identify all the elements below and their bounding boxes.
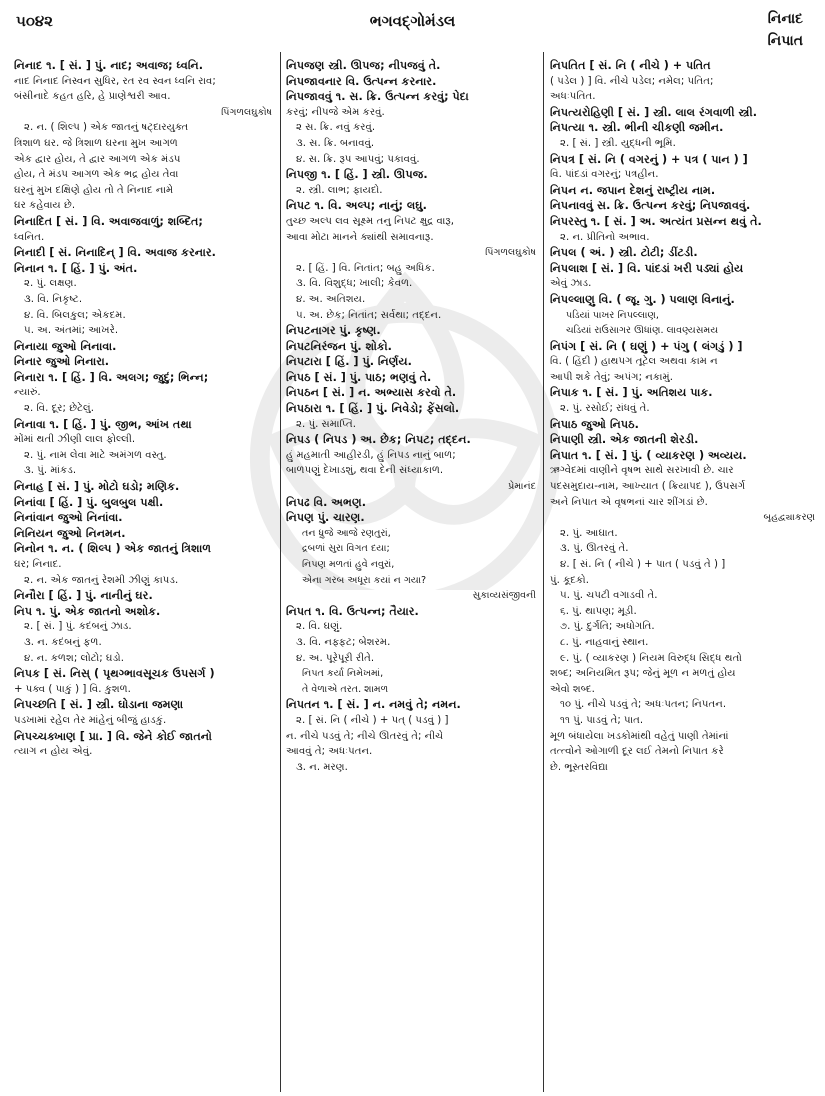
entry-headword-line: નિપલ ( અં. ) સ્ત્રી. ટોટી; ડીંટડી. [550, 246, 698, 260]
entry-headword-line: નિપડ ( નિપડ ) અ. છેક; નિપટ; તદ્દન. [286, 433, 471, 447]
entry-headword-line: નિપાણી સ્ત્રી. એક જાતની શેરડી. [550, 433, 699, 447]
entry-text-line: પડખામાં રહેલ તેર માંહેનું બીજું હાડકું. [14, 714, 167, 726]
page-header [0, 0, 825, 52]
entry-text-line: નાદ નિનાદ નિસ્વન સુધિર, રત રવ સ્વન ધ્વનિ રાવ; [14, 75, 216, 87]
entry-text-line: પદસમુદાય-નામ, આખ્યાત ( ક્રિયાપદ ), ઉપસર્ગ [550, 481, 746, 493]
entry-text-line: ત્રિશાળ ઘર. જે ત્રિશાળ ઘરના મુખ આગળ [14, 137, 178, 149]
column-divider-1 [280, 52, 281, 1092]
entry-text-line: આવા મોટા માનને ક્યાંથી સમાવનારૂ. [286, 231, 434, 243]
entry-text-line: ( પડેલ ) ] વિ. નીચે પડેલ; નમેલ; પતિત; [550, 75, 714, 87]
entry-text-line: એના ગરબ અધૂરા કયાં ન ગયા? [302, 574, 427, 586]
entry-text-line: ૨. વિ. દૂર; છેટેલું. [24, 403, 94, 415]
entry-text-line: ૩. વિ. નફ્ફટ; બેશરમ. [296, 636, 391, 648]
entry-text-line: ૨. પું. રસોઈ; રાંધવું તે. [560, 403, 650, 415]
entry-text-line: ૨. પું. નામ લેવા માટે અમંગળ વસ્તુ. [24, 449, 167, 461]
entry-headword-line: નિનાયા જુઓ નિનાવા. [14, 339, 117, 353]
entry-text-line: ૨. ન. એક જાતનું રેશમી ઝીણું કાપડ. [24, 574, 179, 586]
entry-text-line: ૨ સ. ક્રિ. નવું કરવું. [296, 122, 376, 134]
entry-text-line: ૧૦ પું. નીચે પડવું તે; અધઃપતન; નિપતન. [560, 699, 727, 711]
entry-text-line: ૩. વિ. નિકૃષ્ટ. [24, 293, 83, 305]
entry-text-line: ૯. પું. ( વ્યાકરણ ) નિયમ વિરુદ્ધ સિદ્ધ થતો [560, 652, 742, 664]
entry-text-line: કરવું; નીપજે એમ કરવું. [286, 106, 385, 118]
entry-headword-line: નિપરસ્તુ ૧. [ સં. ] અ. અત્યંત પ્રસન્ન થવું તે. [550, 214, 762, 228]
entry-text-line: ૪. અ. અતિશય. [296, 293, 366, 305]
entry-headword-line: નિપટનિરંજન પું. શોકો. [286, 339, 392, 353]
entry-headword-line: નિનાહ [ સં. ] પું. મોટો ઘડો; મણિક. [14, 480, 180, 494]
entry-text-line: ૨. વિ. ઘણું. [296, 621, 343, 633]
entry-text-line: ૬. પું. થાપણ; મૂડી. [560, 605, 637, 617]
entry-text-line: ધ્વનિત. [14, 231, 45, 243]
entry-text-line: ઘર કહેવાય છે. [14, 200, 76, 212]
entry-text-line: પું. કૂદકો. [550, 574, 589, 586]
entry-text-line: ૩. ન. મરણ. [296, 761, 348, 773]
entry-text-line: ૫. અ. છેક; નિતાંત; સર્વથા; તદ્દન. [296, 309, 442, 321]
entry-text-line: ૭. પું. દુર્ગતિ; અધોગતિ. [560, 621, 655, 633]
entry-headword-line: નિનાંવાન જુઓ નિનાંવા. [14, 511, 123, 525]
entry-text-line: ૩. ન. કદંબનું ફળ. [24, 636, 102, 648]
entry-text-line: ૩. પું. માંકડ. [24, 465, 77, 477]
entry-text-line: શબ્દ; અનિયમિત રૂપ; જેનું મૂળ ન મળતું હોય [550, 668, 736, 680]
entry-headword-line: નિપઠારા ૧. [ હિં. ] પું. નિવેડો; ફેંસલો. [286, 402, 460, 416]
entry-text-line: તે વેળાએ તરત. શામળ [302, 683, 389, 695]
entry-headword-line: નિપજણ સ્ત્રી. ઊપજ; નીપજવું તે. [286, 59, 441, 72]
entry-headword-line: નિપાક ૧. [ સં. ] પું. અતિશય પાક. [550, 386, 713, 400]
entry-headword-line: નિપત્યા ૧. સ્ત્રી. ભીની ચીકણી જમીન. [550, 121, 724, 135]
entry-headword-line: નિનાદી [ સં. નિનાદિન્ ] વિ. અવાજ કરનાર. [14, 246, 216, 260]
entry-headword-line: નિપણ પું. ચારણ. [286, 511, 365, 525]
entry-text-line: ઋગ્વેદમાં વાણીને વૃષભ સાથે સરખાવી છે. ચાર [550, 465, 734, 477]
citation-source: પ્રેમાનંદ [508, 481, 536, 493]
entry-headword-line: નિપત ૧. વિ. ઉત્પન્ન; તૈયાર. [286, 604, 419, 618]
entry-text-line: ચડિયાં રાઉસાગર ઊધાંણ. લાવણ્યસમય [566, 325, 719, 337]
entry-headword-line: નિનાંવા [ હિં. ] પું. બુલબુલ પક્ષી. [14, 495, 164, 509]
entry-text-line: નિપત કર્યા નિમેખમાં, [302, 668, 384, 680]
entry-text-line: તન ધ્રુજે આજે રણતુરાં, [302, 527, 391, 539]
entry-headword-line: નિપ ૧. પું. એક જાતનો અશોક. [14, 604, 161, 618]
entry-text-line: ત્યાગ ન હોય એવું. [14, 746, 93, 758]
entry-text-line: ૪. અ. પૂરેપૂરી રીતે. [296, 652, 375, 664]
entry-text-line: અને નિપાત એ વૃષભનાં ચાર શીંગડાં છે. [550, 496, 708, 508]
entry-text-line: ૩. સ. ક્રિ. બનાવવું. [296, 137, 375, 149]
entry-text-line: અધઃપતિત. [550, 91, 596, 103]
entry-headword-line: નિનાર જુઓ નિનારા. [14, 355, 110, 369]
entry-headword-line: નિપાઠ જુઓ નિપઠ. [550, 417, 639, 431]
entry-text-line: ૪. [ સં. નિ ( નીચે ) + પાત ( પડવું તે ) ] [560, 559, 726, 570]
entry-text-line: ૫. પું. ચપટી વગાડવી તે. [560, 590, 658, 602]
entry-headword-line: નિપજાવનાર વિ. ઉત્પન્ન કરનાર. [286, 74, 437, 88]
entry-text-line: વિ. પાંદડાં વગરનું; પત્રહીન. [550, 169, 659, 181]
entry-text-line: ૨. [ સં. ] સ્ત્રી. યુદ્ધની ભૂમિ. [560, 137, 676, 149]
column-2 [286, 58, 536, 775]
entry-headword-line: નિપચ્છતિ [ સં. ] સ્ત્રી. ઘોડાના જમણા [14, 698, 184, 712]
entry-headword-line: નિનોન ૧. ન. ( શિલ્પ ) એક જાતનું ત્રિશાળ [14, 542, 212, 556]
entry-text-line: ૪. વિ. બિલકુલ; એકદમ. [24, 309, 126, 321]
entry-text-line: ઘરનું મુખ દક્ષિણે હોય તો તે નિનાદ નામે [14, 184, 174, 196]
column-3 [550, 58, 815, 775]
entry-headword-line: નિપનાવવું સ. ક્રિ. ઉત્પન્ન કરવું; નિપજાવવું. [550, 199, 751, 213]
entry-text-line: આવવું તે; અધઃપતન. [286, 746, 373, 758]
entry-text-line: ૨. [ હિં. ] વિ. નિતાંત; બહુ અધિક. [296, 262, 435, 274]
entry-text-line: વિ. ( હિંદી ) હાથપગ તૂટેલ અથવા કામ ન [550, 356, 718, 368]
column-1 [14, 58, 272, 760]
entry-text-line: એવું ઝાડ. [550, 278, 592, 290]
entry-text-line: હોય, તે મંડપ આગળ એક ભદ્ર હોય તેવા [14, 169, 179, 181]
entry-headword-line: નિપઠન [ સં. ] ન. અભ્યાસ કરવો તે. [286, 386, 457, 400]
entry-text-line: તત્ત્વોને ઓગાળી દૂર લઈ તેમનો નિપાત કરે [550, 746, 724, 758]
citation-source: સુકાવ્યસંજીવની [472, 590, 536, 602]
entry-text-line: ૨. પું. આઘાત. [560, 527, 618, 539]
citation-source: બૃહદ્વ્યાકરણ [763, 512, 815, 524]
guide-word-first: નિનાદ [767, 11, 803, 27]
entry-text-line: ૨. પું. લક્ષણ. [24, 278, 77, 290]
entry-headword-line: નિનાદિત [ સં. ] વિ. અવાજવાળું; શબ્દિત; [14, 214, 203, 228]
entry-headword-line: નિપક [ સં. નિસ્ ( પૃથગ્ભાવસૂચક ઉપસર્ગ ) [14, 667, 215, 681]
entry-headword-line: નિપઠ [ સં. ] પું. પાઠ; ભણવું તે. [286, 370, 432, 384]
entry-text-line: ૪. સ. ક્રિ. રૂપ આપવું; પકાવવું. [296, 153, 420, 165]
entry-headword-line: નિનાવા ૧. [ હિં. ] પું. જીભ, આંખ તથા [14, 417, 192, 431]
book-title: ભગવદ્ગોમંડલ [369, 12, 456, 30]
entry-text-line: હું મહમાતી આહીરડી, હું નિપડ નાનું બાળ; [286, 449, 456, 461]
entry-headword-line: નિપલ્લાણુ વિ. ( જૂ. ગુ. ) પલાણ વિનાનું. [550, 292, 735, 306]
entry-headword-line: નિનિયન જુઓ નિનમન. [14, 526, 126, 540]
guide-word-last: નિપાત [767, 33, 803, 49]
entry-text-line: ૮. પું. નાહવાનું સ્થાન. [560, 636, 649, 648]
entry-text-line: ન્યારું. [14, 387, 41, 399]
entry-headword-line: નિપતિત [ સં. નિ ( નીચે ) + પતિત [550, 59, 711, 72]
entry-headword-line: નિપલાશ [ સં. ] વિ. પાંદડાં ખરી પડ્યાં હોય [550, 261, 744, 275]
entry-headword-line: નિપચ્ચક્ખાણ [ પ્રા. ] વિ. જેને કોઈ જાતનો [14, 729, 212, 743]
entry-text-line: તુચ્છ અલ્પ લવ સૂક્ષ્મ તનુ નિપટ ક્ષુદ્ર વારૂ, [286, 215, 455, 227]
citation-source: પિંગળલઘુકોષ [221, 106, 272, 118]
entry-headword-line: નિપત્ર [ સં. નિ ( વગરનું ) + પત્ર ( પાન ) ] [550, 152, 748, 166]
entry-text-line: નિપણ મળતાં હુવે નવુરાં, [302, 559, 395, 570]
entry-text-line: દ્રબળાં સુરા વિગત દયા; [302, 543, 390, 555]
entry-text-line: ૩. પું. ઊતરવું તે. [560, 543, 629, 555]
entry-text-line: આપી શકે તેવું; અપંગ; નકામું. [550, 371, 673, 383]
entry-headword-line: નિનારા ૧. [ હિં. ] વિ. અલગ; જુદું; ભિન્ન; [14, 370, 209, 384]
entry-text-line: બંસીનાદે કહત હરિ, હે પ્રાણેશ્વરી આવ. [14, 91, 171, 103]
entry-headword-line: નિપઢ વિ. અભણ. [286, 495, 366, 509]
entry-text-line: ૫. અ. અંતમાં; આખરે. [24, 325, 119, 337]
entry-text-line: ૪. ન. કળશ; લોટો; ઘડો. [24, 652, 124, 664]
entry-text-line: ૨. પું. સમાપ્તિ. [296, 418, 357, 430]
entry-text-line: + પક્વ ( પાકું ) ] વિ. કુશળ. [14, 683, 131, 695]
entry-text-line: બાળપણું દેખાડશું, થવા દેની સંધ્યાકાળ. [286, 465, 444, 477]
entry-text-line: ૨. [ સં. ] પું. કદંબનું ઝાડ. [24, 621, 132, 633]
entry-headword-line: નિપટ ૧. વિ. અલ્પ; નાનું; લઘુ. [286, 199, 427, 213]
entry-headword-line: નિપજી ૧. [ હિં. ] સ્ત્રી. ઊપજ. [286, 168, 428, 182]
entry-headword-line: નિપટનાગર પું. કૃષ્ણ. [286, 324, 381, 338]
entry-text-line: ૧૧ પું. પાડવું તે; પાત. [560, 714, 644, 726]
entry-text-line: ન. નીચે પડવું તે; નીચે ઊતરવું તે; નીચે [286, 730, 444, 742]
entry-headword-line: નિપાત ૧. [ સં. ] પું. ( વ્યાકરણ ) અવ્યય. [550, 448, 747, 462]
entry-headword-line: નિનૌરા [ હિં. ] પું. નાનીનું ઘર. [14, 589, 153, 603]
entry-text-line: પડિયાં પાખર નિપલ્લાણ, [566, 309, 659, 321]
entry-text-line: ૨. [ સં. નિ ( નીચે ) + પત્ ( પડવું ) ] [296, 714, 449, 726]
entry-text-line: મોંમાં થતી ઝીણી લાલ ફોલ્લી. [14, 434, 136, 446]
entry-text-line: એવો શબ્દ. [550, 683, 595, 695]
entry-headword-line: નિપંગ [ સં. નિ ( ઘણું ) + પંગુ ( લંગડું ) ] [550, 339, 743, 353]
entry-text-line: ૩. વિ. વિશુદ્ધ; ખાલી; કેવળ. [296, 278, 413, 290]
entry-text-line: મૂળ બંધાયેલા ખડકોમાંથી વહેતું પાણી તેમાંનાં [550, 730, 729, 742]
entry-text-line: ઘર; નિનાદ. [14, 559, 62, 570]
entry-headword-line: નિનાદ ૧. [ સં. ] પું. નાદ; અવાજ; ધ્વનિ. [14, 59, 204, 72]
column-divider-2 [543, 52, 544, 1092]
entry-text-line: ૨. ન. પ્રીતિનો અભાવ. [560, 231, 650, 243]
entry-headword-line: નિનાન ૧. [ હિં. ] પું. અંત. [14, 261, 138, 275]
entry-headword-line: નિપતન ૧. [ સં. ] ન. નમવું તે; નમન. [286, 698, 461, 712]
entry-text-line: ૨. ન. ( શિલ્પ ) એક જાતનું ષટ્‌દારયુક્ત [24, 122, 189, 134]
entry-text-line: છે. ભૂસ્તરવિદ્યા [550, 761, 608, 773]
page-number: ૫૦૪૨ [16, 12, 53, 30]
citation-source: પિંગળલઘુકોષ [485, 247, 536, 259]
entry-headword-line: નિપટારા [ હિં. ] પું. નિર્ણય. [286, 355, 412, 369]
entry-headword-line: નિપન ન. જપાન દેશનું રાષ્ટ્રીય નામ. [550, 183, 716, 197]
entry-headword-line: નિપજાવવું ૧. સ. ક્રિ. ઉત્પન્ન કરવું; પેદા [286, 90, 469, 104]
guide-words [768, 8, 803, 52]
entry-text-line: ૨. સ્ત્રી. લાભ; ફાયદો. [296, 184, 383, 196]
entry-headword-line: નિપત્યરોહિણી [ સં. ] સ્ત્રી. લાલ રંગવાળી સ્ત્રી. [550, 105, 757, 119]
entry-text-line: એક દ્વાર હોય, તે દ્વાર આગળ એક મંડપ [14, 153, 181, 165]
